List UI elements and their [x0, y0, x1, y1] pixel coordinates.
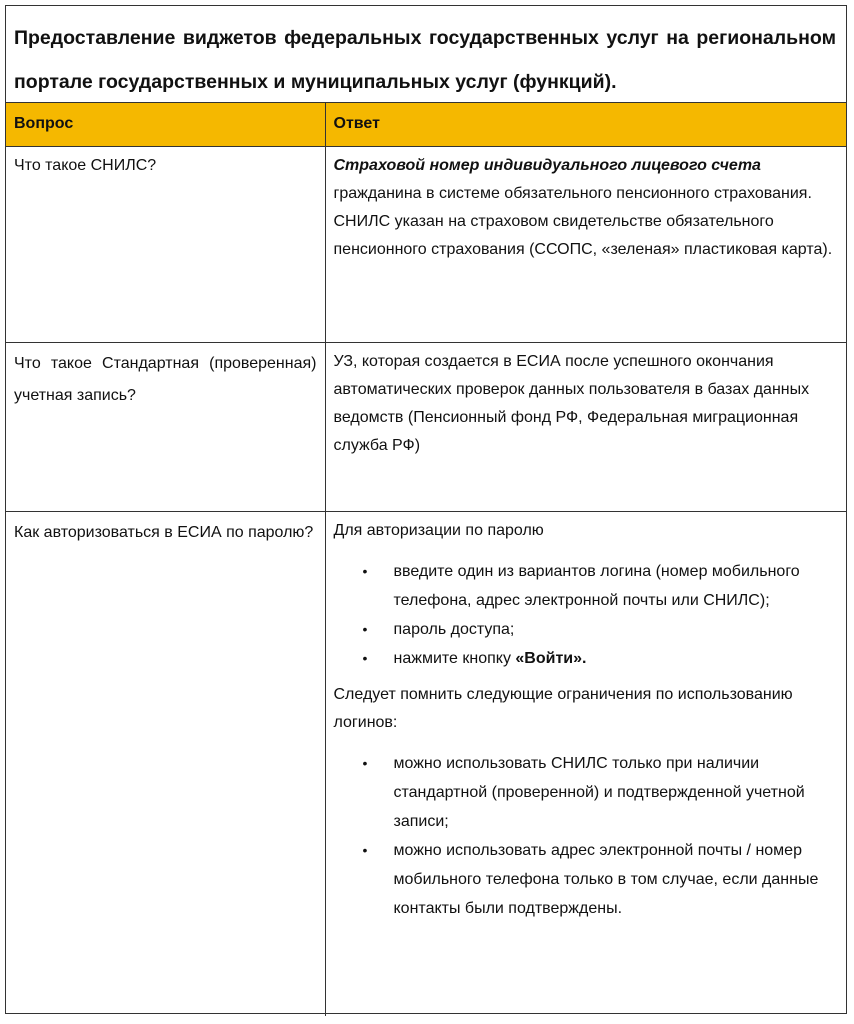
question-cell: Как авторизоваться в ЕСИА по паролю? [6, 511, 325, 1016]
faq-table [6, 103, 846, 1016]
list-item: • пароль доступа; [394, 615, 839, 644]
answer-rest: гражданина в системе обязательного пенсионного страхования. СНИЛС указан на страховом свидетельстве обязательного пенсионного страхования (ССОПС, «зеленая» пластиковая карта). [333, 184, 833, 258]
bullet-icon: • [362, 620, 368, 637]
answer-cell [325, 511, 846, 1016]
table-row [6, 342, 846, 511]
steps-list [334, 557, 839, 673]
bullet-icon: • [362, 754, 368, 771]
list-item: • введите один из вариантов логина (номер мобильного телефона, адрес электронной почты или СНИЛС); [394, 557, 839, 615]
list-item: • можно использовать адрес электронной почты / номер мобильного телефона только в том случае, если данные контакты были подтверждены. [394, 836, 839, 923]
answer-intro: Для авторизации по паролю [333, 521, 544, 539]
header-answer: Ответ [325, 103, 846, 146]
document-page [5, 5, 847, 1014]
list-item: • нажмите кнопку «Войти». [394, 644, 839, 673]
document-title: Предоставление виджетов федеральных государственных услуг на региональном портале государственных и муниципальных услуг (функций). [6, 6, 846, 103]
login-button-name: «Войти». [515, 649, 587, 667]
restrictions-intro: Следует помнить следующие ограничения по использованию логинов: [333, 685, 793, 731]
answer-cell [325, 146, 846, 342]
answer-cell: УЗ, которая создается в ЕСИА после успешного окончания автоматических проверок данных пользователя в базах данных ведомств (Пенсионный фонд РФ, Федеральная миграционная служба РФ) [325, 342, 846, 511]
table-row [6, 146, 846, 342]
question-cell: Что такое Стандартная (проверенная) учетная запись? [6, 342, 325, 511]
bullet-icon: • [362, 841, 368, 858]
restrictions-list [334, 749, 839, 923]
answer-text [334, 152, 839, 264]
table-row [6, 511, 846, 1016]
list-item: • можно использовать СНИЛС только при наличии стандартной (проверенной) и подтвержденной учетной записи; [394, 749, 839, 836]
question-cell: Что такое СНИЛС? [6, 146, 325, 342]
table-header-row [6, 103, 846, 146]
bullet-icon: • [362, 649, 368, 666]
bullet-icon: • [362, 562, 368, 579]
header-question: Вопрос [6, 103, 325, 146]
answer-emphasis: Страховой номер индивидуального лицевого счета [333, 156, 761, 174]
